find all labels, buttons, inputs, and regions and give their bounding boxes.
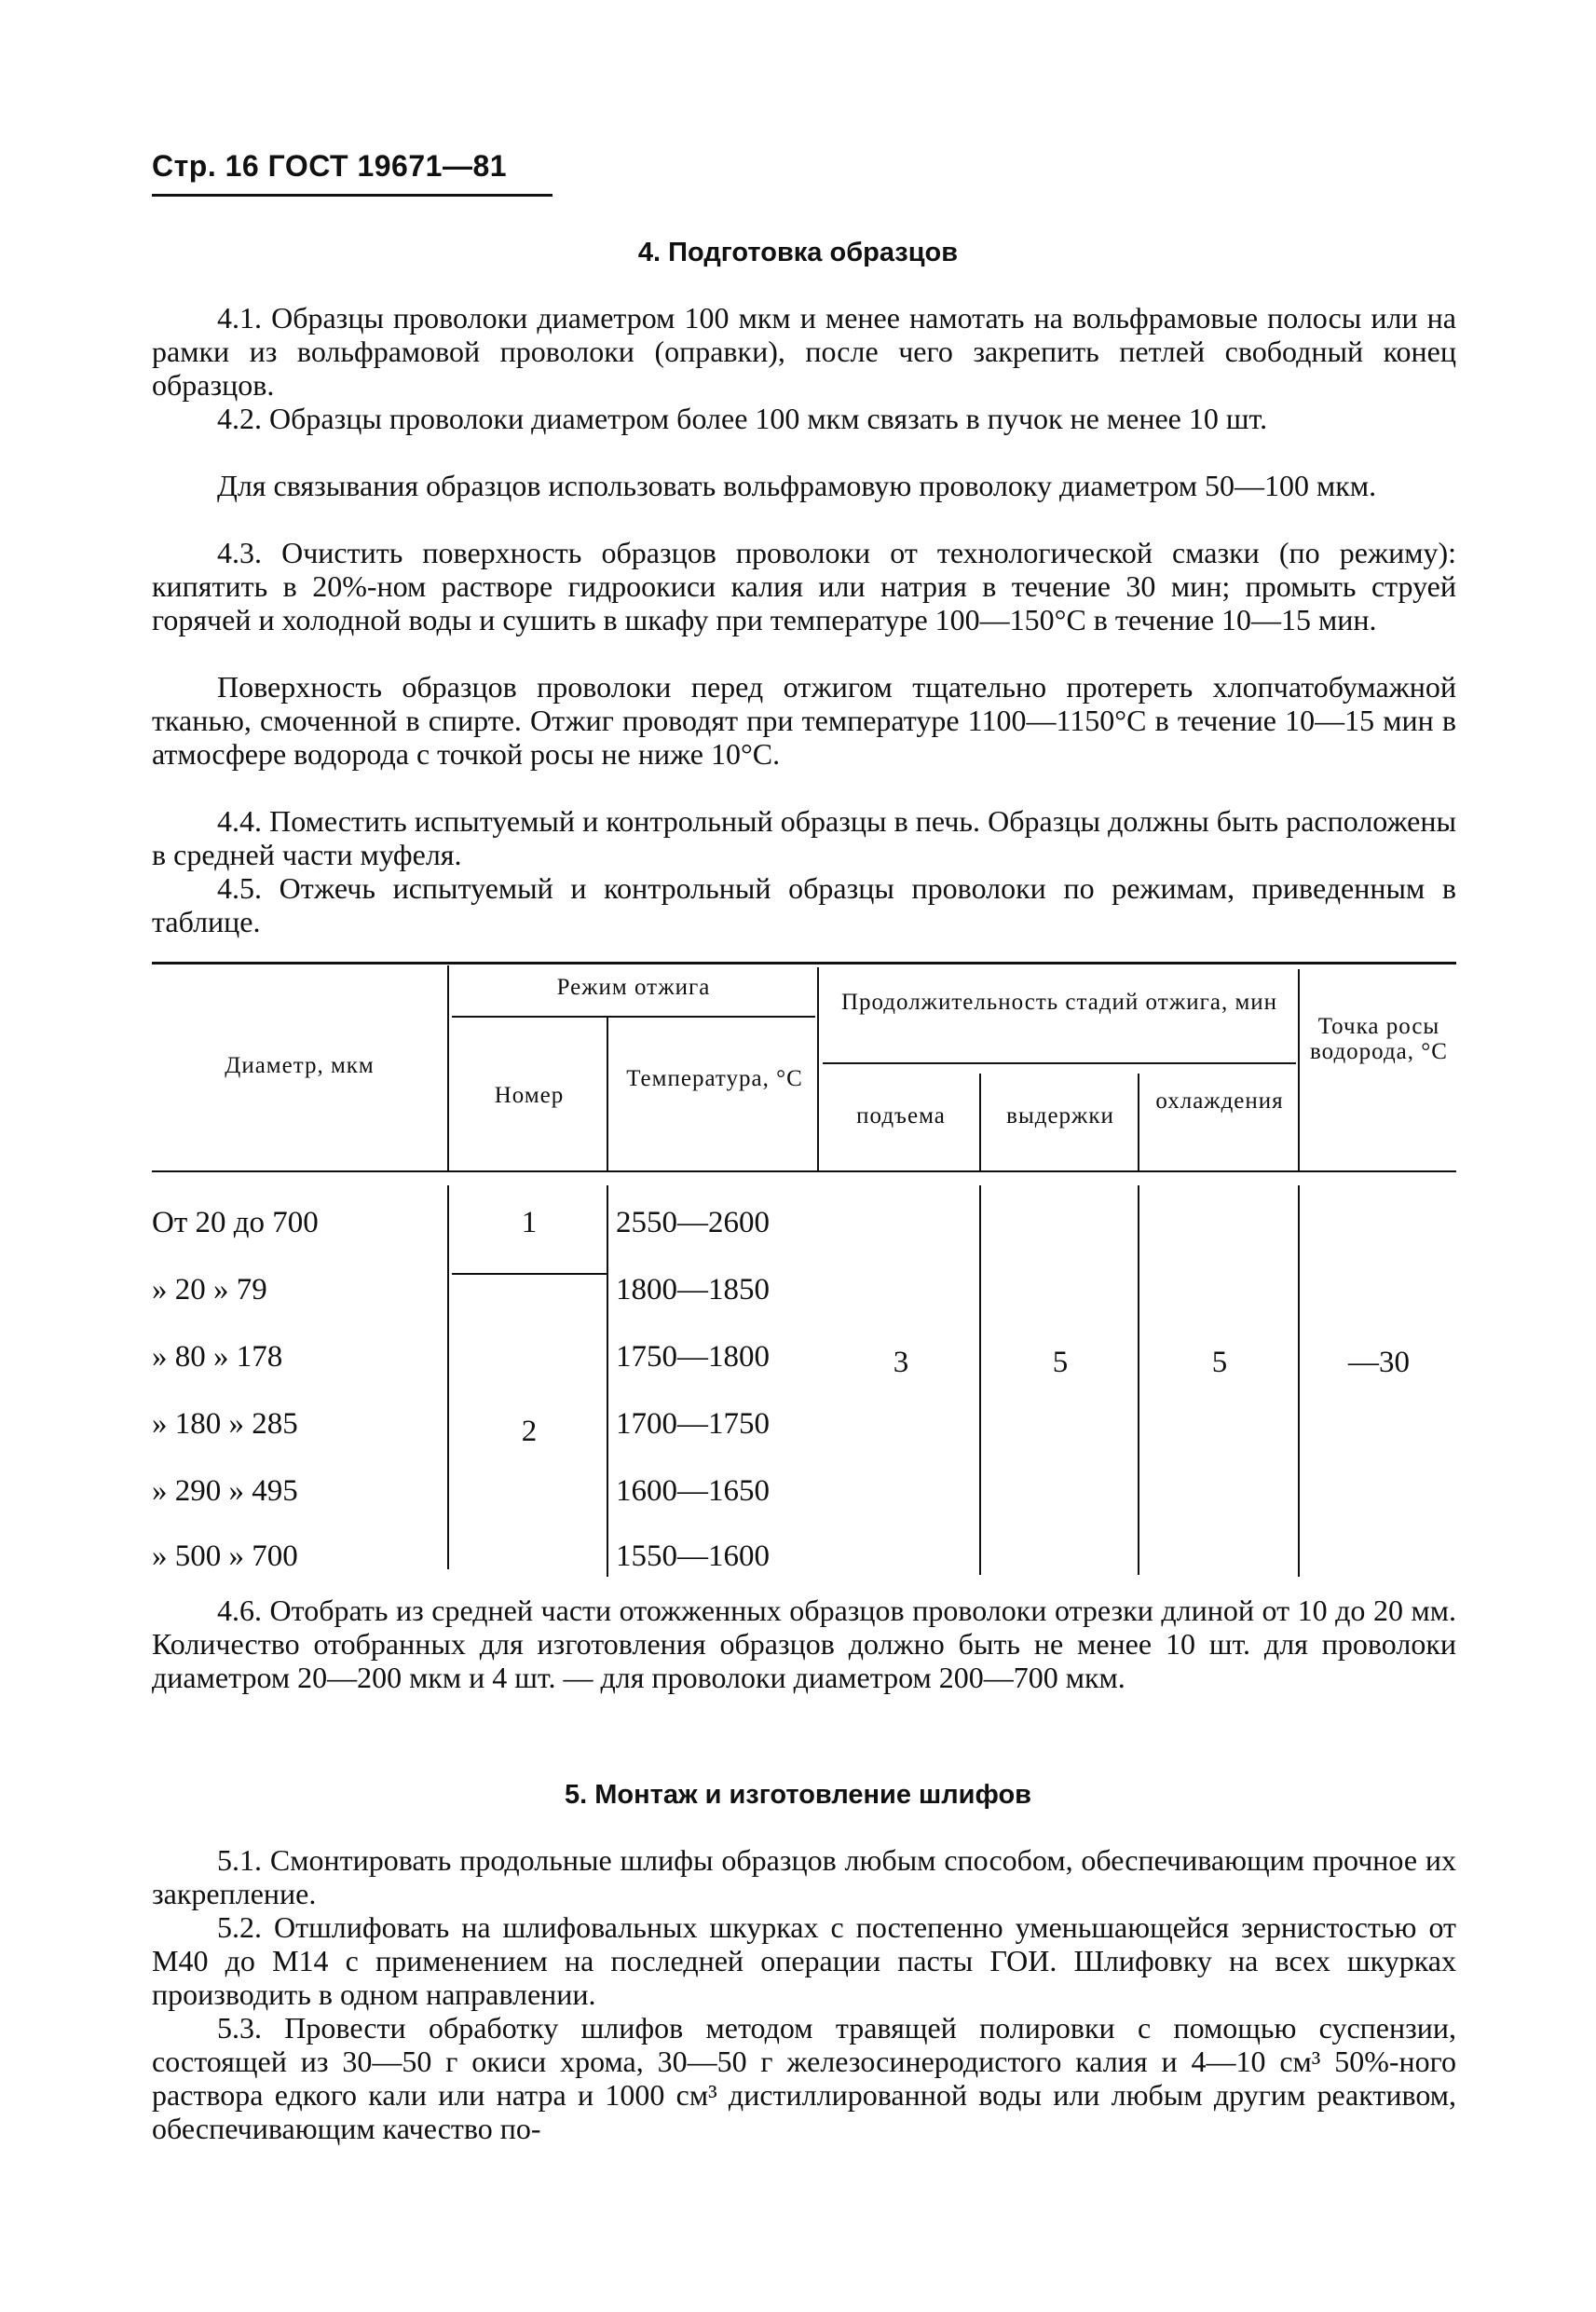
paragraph-4-6: 4.6. Отобрать из средней части отожженных образцов проволоки отрезки длиной от 10 до 20 мм. Количество отобранных для изготовления образцов должно быть не менее 10 шт. для проволоки диаметром 20—200 мкм и 4 шт. — для проволоки диаметром 200—700 мкм. — [152, 1594, 1456, 1694]
paragraph-4-3b: Поверхность образцов проволоки перед отжигом тщательно протереть хлопчатобумажной тканью, смоченной в спирте. Отжиг проводят при температуре 1100—1150°C в течение 10—15 мин в атмосфере водорода с точкой росы не ниже 10°C. — [152, 670, 1456, 771]
temperature-cell: 1600—1650 — [616, 1474, 770, 1508]
section-4-title: 4. Подготовка образцов — [637, 238, 959, 267]
paragraph-4-5: 4.5. Отжечь испытуемый и контрольный образцы проволоки по режимам, приведенным в таблице. — [152, 871, 1456, 938]
dew-value: —30 — [1348, 1346, 1410, 1379]
paragraph-4-2b: Для связывания образцов использовать вольфрамовую проволоку диаметром 50—100 мкм. — [217, 469, 1377, 502]
table-top-rule — [152, 962, 1456, 964]
paragraph-5-1: 5.1. Смонтировать продольные шлифы образцов любым способом, обеспечивающим прочное их закрепление. — [152, 1843, 1456, 1910]
paragraph-4-4: 4.4. Поместить испытуемый и контрольный образцы в печь. Образцы должны быть расположены в средней части муфеля. — [152, 804, 1456, 871]
temperature-cell: 1750—1800 — [616, 1340, 770, 1374]
header-hold: выдержки — [1006, 1103, 1114, 1129]
diameter-cell: » 500 » 700 — [152, 1539, 298, 1573]
section-5-title: 5. Монтаж и изготовление шлифов — [564, 1780, 1032, 1810]
number-2: 2 — [521, 1415, 538, 1448]
paragraph-5-3: 5.3. Провести обработку шлифов методом травящей полировки с помощью суспензии, состоящей из 30—50 г окиси хрома, 30—50 г железосинеродистого калия и 4—10 см³ 50%-ного раствора едкого кали или натра и 1000 см³ дистиллированной воды или любым другим реактивом, обеспечивающим качество по- — [152, 2011, 1456, 2145]
header-cool: охлаждения — [1155, 1088, 1284, 1114]
number-separator — [452, 1273, 607, 1275]
paragraph-4-1: 4.1. Образцы проволоки диаметром 100 мкм и менее намотать на вольфрамовые полосы или на рамки из вольфрамовой проволоки (оправки), после чего закрепить петлей свободный конец образцов. — [152, 301, 1456, 402]
annealing-table — [152, 962, 1456, 1577]
temperature-cell: 1800—1850 — [616, 1273, 770, 1306]
diameter-cell: » 80 » 178 — [152, 1340, 283, 1374]
hold-value: 5 — [1052, 1346, 1069, 1379]
header-dew: Точка росы водорода, °C — [1310, 1014, 1448, 1064]
diameter-cell: » 290 » 495 — [152, 1474, 298, 1508]
header-number: Номер — [494, 1083, 565, 1108]
header-rise: подъема — [856, 1103, 946, 1129]
diameter-cell: » 20 » 79 — [152, 1273, 267, 1306]
header-duration: Продолжительность стадий отжига, мин — [840, 990, 1278, 1015]
temperature-cell: 1700—1750 — [616, 1407, 770, 1441]
table-header-rule — [152, 1170, 1456, 1172]
diameter-cell: » 180 » 285 — [152, 1407, 298, 1441]
diameter-cell: От 20 до 700 — [152, 1206, 319, 1239]
temperature-cell: 2550—2600 — [616, 1206, 770, 1239]
number-1: 1 — [521, 1206, 538, 1239]
page-header: Стр. 16 ГОСТ 19671—81 — [152, 149, 508, 183]
header-mode: Режим отжига — [556, 975, 711, 1000]
temperature-cell: 1550—1600 — [616, 1539, 770, 1573]
paragraph-4-3: 4.3. Очистить поверхность образцов проволоки от технологической смазки (по режиму): кипятить в 20%-ном растворе гидроокиси калия или натрия в течение 30 мин; промыть струей горячей и холодной воды и сушить в шкафу при температуре 100—150°C в течение 10—15 мин. — [152, 536, 1456, 636]
rise-value: 3 — [893, 1346, 909, 1379]
cool-value: 5 — [1211, 1346, 1228, 1379]
header-temperature: Температура, °C — [626, 1066, 803, 1091]
header-rule — [152, 194, 552, 197]
paragraph-4-2: 4.2. Образцы проволоки диаметром более 100 мкм связать в пучок не менее 10 шт. — [217, 402, 1268, 435]
header-diameter: Диаметр, мкм — [225, 1053, 375, 1078]
paragraph-5-2: 5.2. Отшлифовать на шлифовальных шкурках с постепенно уменьшающейся зернистостью от М40 до М14 с применением на последней операции пасты ГОИ. Шлифовку на всех шкурках производить в одном направлении. — [152, 1910, 1456, 2011]
